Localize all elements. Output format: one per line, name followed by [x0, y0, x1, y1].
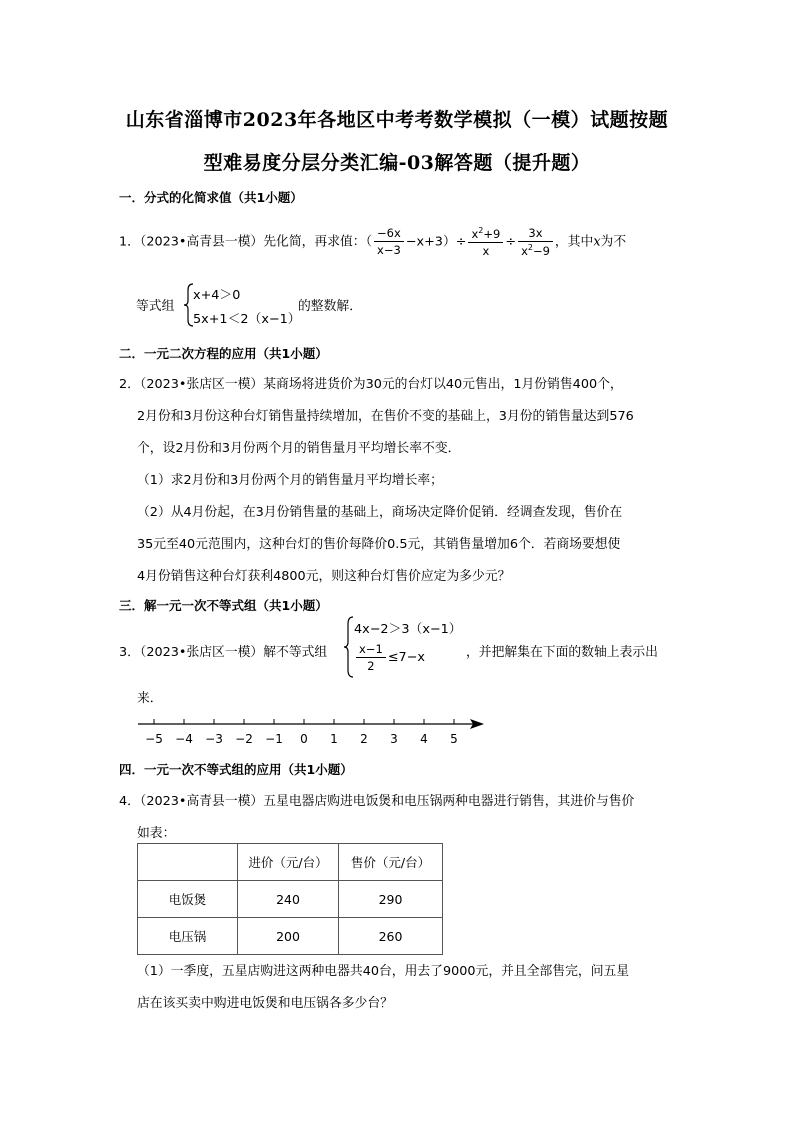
q1-mid1: −x+3）÷: [405, 234, 467, 250]
number-line-tick-label: 1: [330, 732, 338, 746]
q3-suffix: ，并把解集在下面的数轴上表示出: [466, 645, 658, 660]
table-cell: 290: [339, 881, 443, 918]
q3-fraction: [356, 642, 386, 673]
q1-mid2: ÷: [505, 234, 517, 250]
number-line-tick-label: 4: [420, 732, 428, 746]
table-cell: 电饭煲: [138, 881, 238, 918]
document-title-line1: 山东省淄博市2023年各地区中考考数学模拟（一模）试题按题: [125, 109, 669, 131]
table-header-row: [138, 844, 443, 881]
table-row: [138, 918, 443, 955]
q1-prefix: 1．（2023•高青县一模）先化简，再求值：（: [119, 234, 373, 250]
q1-frac3-numerator: 3x: [518, 226, 553, 242]
q3-inequality-2: [354, 642, 425, 673]
q4-part-1-line-1: （1）一季度，五星店购进这两种电器共40台，用去了9000元，并且全部售完，问五星: [137, 964, 630, 979]
number-line-tick-label: −4: [175, 732, 193, 746]
table-cell: 240: [238, 881, 339, 918]
q1-frac2-numerator: $x^2+9$: [468, 226, 503, 243]
q1-line2-prefix: 等式组: [136, 299, 175, 314]
q1-inequality-2: 5x+1＜2（x−1）: [193, 312, 301, 327]
number-line-tick-label: 3: [390, 732, 398, 746]
q4-line-2: 如表：: [137, 826, 176, 841]
q3-inequality-2-rest: ≤7−x: [387, 650, 425, 665]
q2-part-2-line-3: 4月份销售这种台灯获利4800元，则这种台灯售价应定为多少元？: [137, 569, 511, 584]
section-heading-1: 一．分式的化简求值（共1小题）: [119, 190, 303, 205]
table-cell: 200: [238, 918, 339, 955]
q2-line-2: 2月份和3月份这种台灯销售量持续增加，在售价不变的基础上，3月份的销售量达到576: [137, 409, 634, 424]
q2-line-1: 2．（2023•张店区一模）某商场将进货价为30元的台灯以40元售出，1月份销售400个，: [119, 377, 623, 392]
document-title-line2: 型难易度分层分类汇编-03解答题（提升题）: [203, 152, 591, 174]
table-header-cell: 进价（元/台）: [238, 844, 339, 881]
section-heading-3: 三．解一元一次不等式组（共1小题）: [119, 598, 328, 613]
q3-frac-numerator: x−1: [356, 642, 386, 658]
q1-variable-x: x: [593, 234, 601, 250]
q1-frac1-numerator: −6x: [374, 226, 404, 242]
table-header-cell: 售价（元/台）: [339, 844, 443, 881]
number-line-tick-label: −3: [205, 732, 223, 746]
q1-frac3-denominator: $x^2-9$: [521, 243, 550, 258]
q1-line2-suffix: 的整数解．: [298, 299, 362, 314]
table-cell: 电压锅: [138, 918, 238, 955]
question-1-line-1: [119, 226, 626, 258]
q1-fraction-3: [518, 226, 553, 258]
q2-part-2-line-1: （2）从4月份起，在3月份销售量的基础上，商场决定降价促销．经调查发现，售价在: [137, 505, 623, 520]
q1-fraction-1: [374, 226, 404, 257]
number-line-tick-label: 2: [360, 732, 368, 746]
number-line-tick-label: −2: [235, 732, 253, 746]
q4-part-1-line-2: 店在该买卖中购进电饭煲和电压锅各多少台？: [137, 996, 393, 1011]
table-cell: 260: [339, 918, 443, 955]
q2-part-2-line-2: 35元至40元范围内，这种台灯的售价每降价0.5元，其销售量增加6个．若商场要想使: [137, 537, 621, 552]
number-line: [130, 712, 490, 752]
table-row: [138, 881, 443, 918]
table-header-cell: [138, 844, 238, 881]
q4-line-1: 4．（2023•高青县一模）五星电器店购进电饭煲和电压锅两种电器进行销售，其进价与售价: [119, 794, 635, 809]
q1-frac2-denominator: x: [482, 243, 490, 258]
section-heading-2: 二．一元二次方程的应用（共1小题）: [119, 346, 328, 361]
q1-suffix-a: ，其中: [554, 234, 594, 250]
q3-inequality-1: 4x−2＞3（x−1）: [354, 622, 462, 637]
q1-fraction-2: [468, 226, 503, 258]
q3-frac-denominator: 2: [367, 659, 375, 673]
section-heading-4: 四．一元一次不等式组的应用（共1小题）: [119, 762, 353, 777]
q1-frac1-denominator: x−3: [377, 243, 401, 258]
q2-part-1: （1）求2月份和3月份两个月的销售量月平均增长率；: [137, 473, 443, 488]
number-line-tick-label: 5: [450, 732, 458, 746]
number-line-tick-label: −5: [145, 732, 163, 746]
q3-prefix: 3．（2023•张店区一模）解不等式组: [119, 645, 328, 660]
q2-line-3: 个，设2月份和3月份两个月的销售量月平均增长率不变．: [137, 441, 461, 456]
q3-line-2: 来．: [137, 691, 163, 706]
number-line-tick-label: −1: [265, 732, 283, 746]
number-line-tick-label: 0: [300, 732, 308, 746]
price-table: [137, 843, 443, 955]
q1-inequality-1: x+4＞0: [193, 288, 241, 303]
q1-suffix-b: 为不: [600, 234, 627, 250]
